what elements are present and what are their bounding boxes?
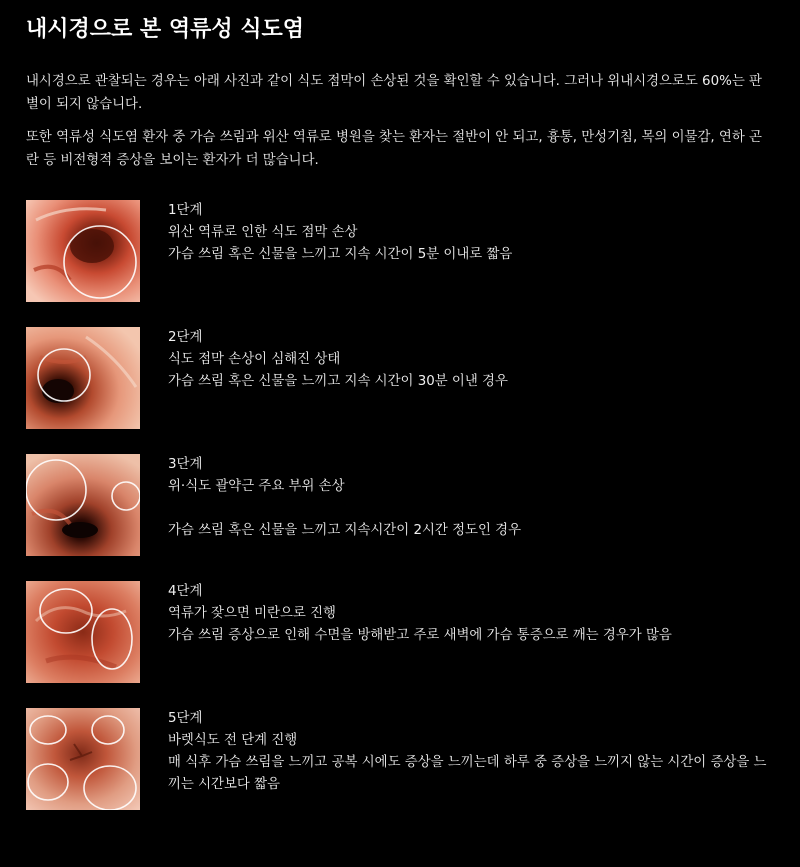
stage-description: 위·식도 괄약근 주요 부위 손상 — [168, 479, 345, 494]
stage-list — [26, 200, 774, 810]
stage-2-text — [168, 327, 508, 393]
stage-2 — [26, 327, 774, 429]
page-title: 내시경으로 본 역류성 식도염 — [26, 17, 305, 42]
stage-label: 5단계 — [168, 711, 203, 726]
stage-5-endoscopy-image — [26, 708, 140, 810]
stage-label: 1단계 — [168, 203, 203, 218]
stage-description: 바렛식도 전 단계 진행 — [168, 733, 298, 748]
stage-3 — [26, 454, 774, 556]
stage-detail: 가슴 쓰림 혹은 신물을 느끼고 지속 시간이 5분 이내로 짧음 — [168, 247, 513, 262]
stage-5-text — [168, 708, 774, 796]
stage-detail: 가슴 쓰림 혹은 신물을 느끼고 지속시간이 2시간 정도인 경우 — [168, 523, 522, 538]
stage-4 — [26, 581, 774, 683]
stage-description: 위산 역류로 인한 식도 점막 손상 — [168, 225, 358, 240]
stage-description: 식도 점막 손상이 심해진 상태 — [168, 352, 341, 367]
intro-paragraph-1: 내시경으로 관찰되는 경우는 아래 사진과 같이 식도 점막이 손상된 것을 확인할 수 있습니다. 그러나 위내시경으로도 60%는 판별이 되지 않습니다. — [26, 74, 762, 112]
stage-2-endoscopy-image — [26, 327, 140, 429]
stage-3-endoscopy-image — [26, 454, 140, 556]
stage-detail: 가슴 쓰림 증상으로 인해 수면을 방해받고 주로 새벽에 가슴 통증으로 깨는 경우가 많음 — [168, 628, 672, 643]
stage-description: 역류가 잦으면 미란으로 진행 — [168, 606, 336, 621]
stage-label: 4단계 — [168, 584, 203, 599]
intro-paragraph-2: 또한 역류성 식도염 환자 중 가슴 쓰림과 위산 역류로 병원을 찾는 환자는 절반이 안 되고, 흉통, 만성기침, 목의 이물감, 연하 곤란 등 비전형적 증상을 보이는 환자가 더 많습니다. — [26, 130, 762, 168]
stage-1-endoscopy-image — [26, 200, 140, 302]
stage-detail: 매 식후 가슴 쓰림을 느끼고 공복 시에도 증상을 느끼는데 하루 중 증상을 느끼지 않는 시간이 증상을 느끼는 시간보다 짧음 — [168, 755, 767, 792]
stage-5 — [26, 708, 774, 810]
stage-4-text — [168, 581, 672, 647]
stage-detail: 가슴 쓰림 혹은 신물을 느끼고 지속 시간이 30분 이낸 경우 — [168, 374, 508, 389]
stage-1 — [26, 200, 774, 302]
stage-4-endoscopy-image — [26, 581, 140, 683]
stage-label: 2단계 — [168, 330, 203, 345]
stage-label: 3단계 — [168, 457, 203, 472]
stage-1-text — [168, 200, 512, 266]
stage-3-text — [168, 454, 521, 542]
